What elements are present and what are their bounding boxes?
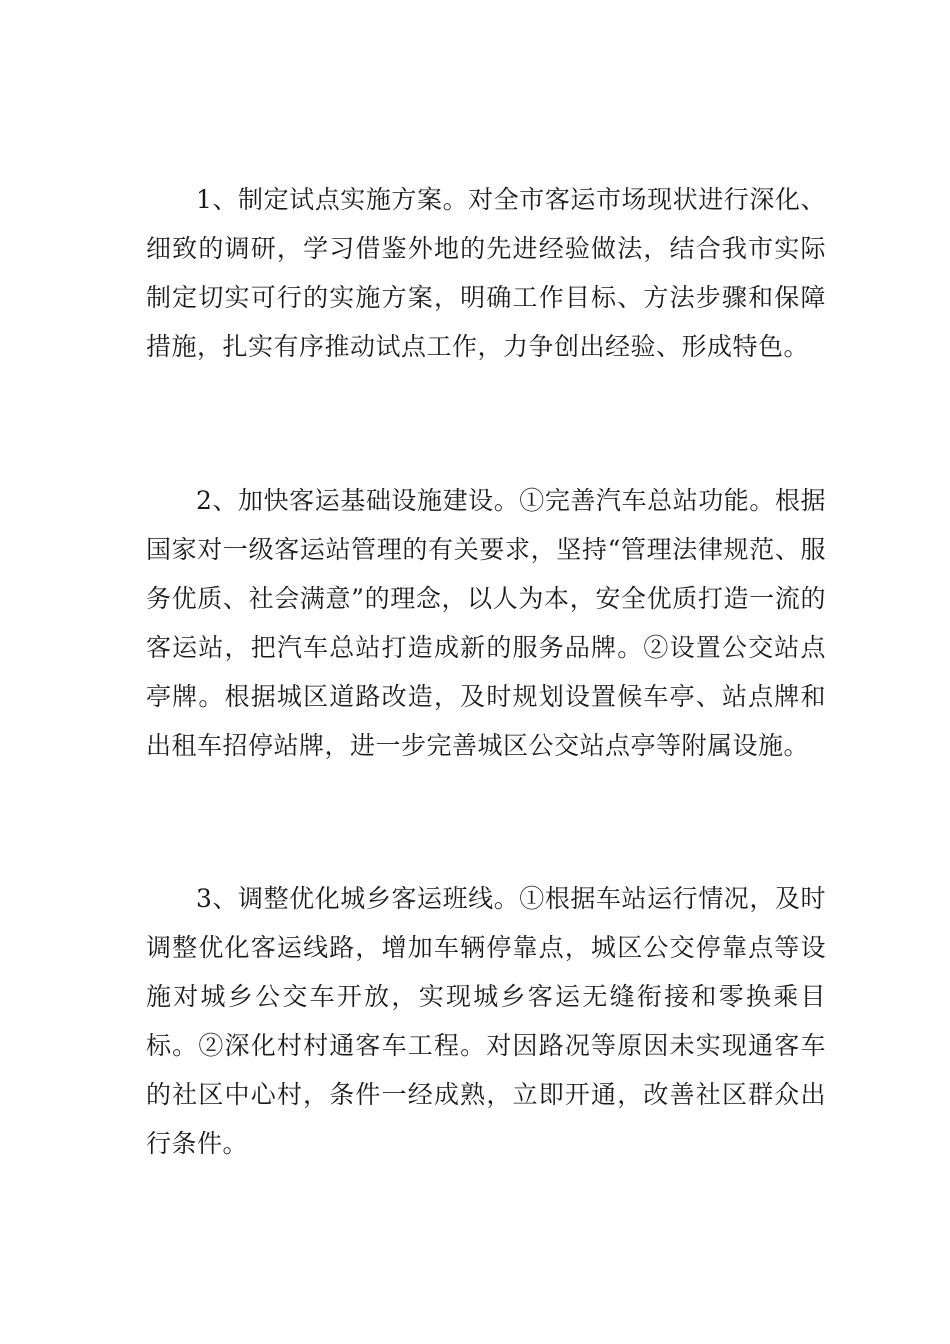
paragraph-1: 1、制定试点实施方案。对全市客运市场现状进行深化、细致的调研，学习借鉴外地的先进经验做法，结合我市实际制定切实可行的实施方案，明确工作目标、方法步骤和保障措施，扎实有序推动试点工作，力争创出经验、形成特色。 [146,185,826,361]
paragraph-2: 2、加快客运基础设施建设。①完善汽车总站功能。根据国家对一级客运站管理的有关要求，坚持“管理法律规范、服务优质、社会满意”的理念，以人为本，安全优质打造一流的客运站，把汽车总站打造成新的服务品牌。②设置公交站点亭牌。根据城区道路改造，及时规划设置候车亭、站点牌和出租车招停站牌，进一步完善城区公交站点亭等附属设施。 [146,486,826,760]
paragraph-3: 3、调整优化城乡客运班线。①根据车站运行情况，及时调整优化客运线路，增加车辆停靠点，城区公交停靠点等设施对城乡公交车开放，实现城乡客运无缝衔接和零换乘目标。②深化村村通客车工程。对因路况等原因未实现通客车的社区中心村，条件一经成熟，立即开通，改善社区群众出行条件。 [146,884,826,1158]
